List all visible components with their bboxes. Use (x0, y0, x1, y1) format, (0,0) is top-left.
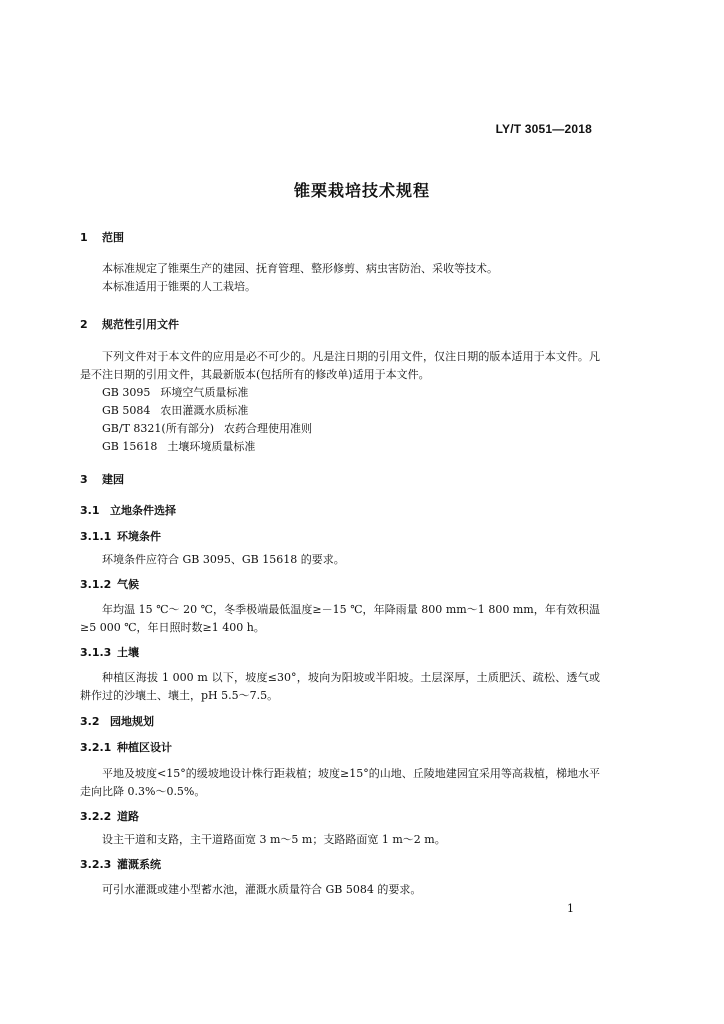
section-number: 2 (80, 318, 88, 331)
section-2-intro: 下列文件对于本文件的应用是必不可少的。凡是注日期的引用文件，仅注日期的版本适用于本文件。凡是不注日期的引用文件，其最新版本(包括所有的修改单)适用于本文件。 (80, 350, 600, 381)
section-3-1-1-text: 环境条件应符合 GB 3095、GB 15618 的要求。 (102, 553, 345, 566)
reference-code: GB 5084 (102, 404, 151, 417)
section-number: 3.2.2 (80, 810, 112, 823)
reference-title: 土壤环境质量标准 (167, 440, 256, 453)
section-title: 建园 (102, 473, 124, 486)
reference-code: GB 3095 (102, 386, 151, 399)
section-number: 1 (80, 231, 88, 244)
page-number: 1 (567, 902, 574, 915)
section-3-1-3-heading (80, 644, 139, 660)
section-3-2-2-text: 设主干道和支路，主干道路面宽 3 m～5 m；支路路面宽 1 m～2 m。 (102, 833, 446, 846)
section-number: 3.2 (80, 715, 100, 728)
section-3-1-heading (80, 502, 176, 518)
reference-item (102, 384, 248, 400)
section-3-2-3-text: 可引水灌溉或建小型蓄水池，灌溉水质量符合 GB 5084 的要求。 (102, 883, 422, 896)
document-title: 锥栗栽培技术规程 (293, 181, 430, 200)
section-title: 道路 (117, 810, 139, 823)
section-3-2-1-text: 平地及坡度<15°的缓坡地设计株行距栽植；坡度≥15°的山地、丘陵地建园宜采用等高栽植，梯地水平走向比降 0.3%～0.5%。 (80, 767, 600, 798)
section-1-heading (80, 229, 124, 245)
section-1-paragraph-2: 本标准适用于锥栗的人工栽培。 (102, 280, 256, 293)
section-3-heading (80, 471, 124, 487)
section-title: 环境条件 (117, 530, 161, 543)
section-title: 规范性引用文件 (102, 318, 179, 331)
reference-code: GB 15618 (102, 440, 158, 453)
reference-code: GB/T 8321(所有部分) (102, 422, 214, 435)
section-number: 3.2.1 (80, 741, 112, 754)
section-title: 土壤 (117, 646, 139, 659)
section-title: 气候 (117, 578, 139, 591)
section-number: 3.1.3 (80, 646, 112, 659)
section-3-2-3-heading (80, 856, 161, 872)
section-3-1-2-text: 年均温 15 ℃～ 20 ℃，冬季极端最低温度≥－15 ℃，年降雨量 800 mm～1 800 mm，年有效积温≥5 000 ℃，年日照时数≥1 400 h。 (80, 603, 600, 634)
reference-item (102, 402, 248, 418)
reference-title: 农药合理使用准则 (224, 422, 312, 435)
standard-code: LY/T 3051—2018 (495, 122, 592, 136)
reference-title: 环境空气质量标准 (160, 386, 249, 399)
section-3-2-1-heading (80, 739, 172, 755)
section-number: 3.1 (80, 504, 100, 517)
section-title: 园地规划 (110, 715, 154, 728)
reference-title: 农田灌溉水质标准 (160, 404, 249, 417)
section-2-heading (80, 316, 179, 332)
section-number: 3 (80, 473, 88, 486)
section-3-1-3-text: 种植区海拔 1 000 m 以下，坡度≤30°，坡向为阳坡或半阳坡。土层深厚，土质肥沃、疏松、透气或耕作过的沙壤土、壤土，pH 5.5～7.5。 (80, 671, 600, 702)
section-3-1-2-heading (80, 576, 139, 592)
section-3-2-2-heading (80, 808, 139, 824)
section-title: 立地条件选择 (110, 504, 176, 517)
section-title: 种植区设计 (117, 741, 172, 754)
section-title: 灌溉系统 (117, 858, 161, 871)
section-number: 3.2.3 (80, 858, 112, 871)
section-number: 3.1.1 (80, 530, 112, 543)
section-3-2-heading (80, 713, 154, 729)
section-number: 3.1.2 (80, 578, 112, 591)
reference-item (102, 420, 312, 436)
section-title: 范围 (102, 231, 124, 244)
section-3-1-1-heading (80, 528, 161, 544)
section-1-paragraph-1: 本标准规定了锥栗生产的建园、抚育管理、整形修剪、病虫害防治、采收等技术。 (102, 262, 498, 275)
reference-item (102, 438, 255, 454)
